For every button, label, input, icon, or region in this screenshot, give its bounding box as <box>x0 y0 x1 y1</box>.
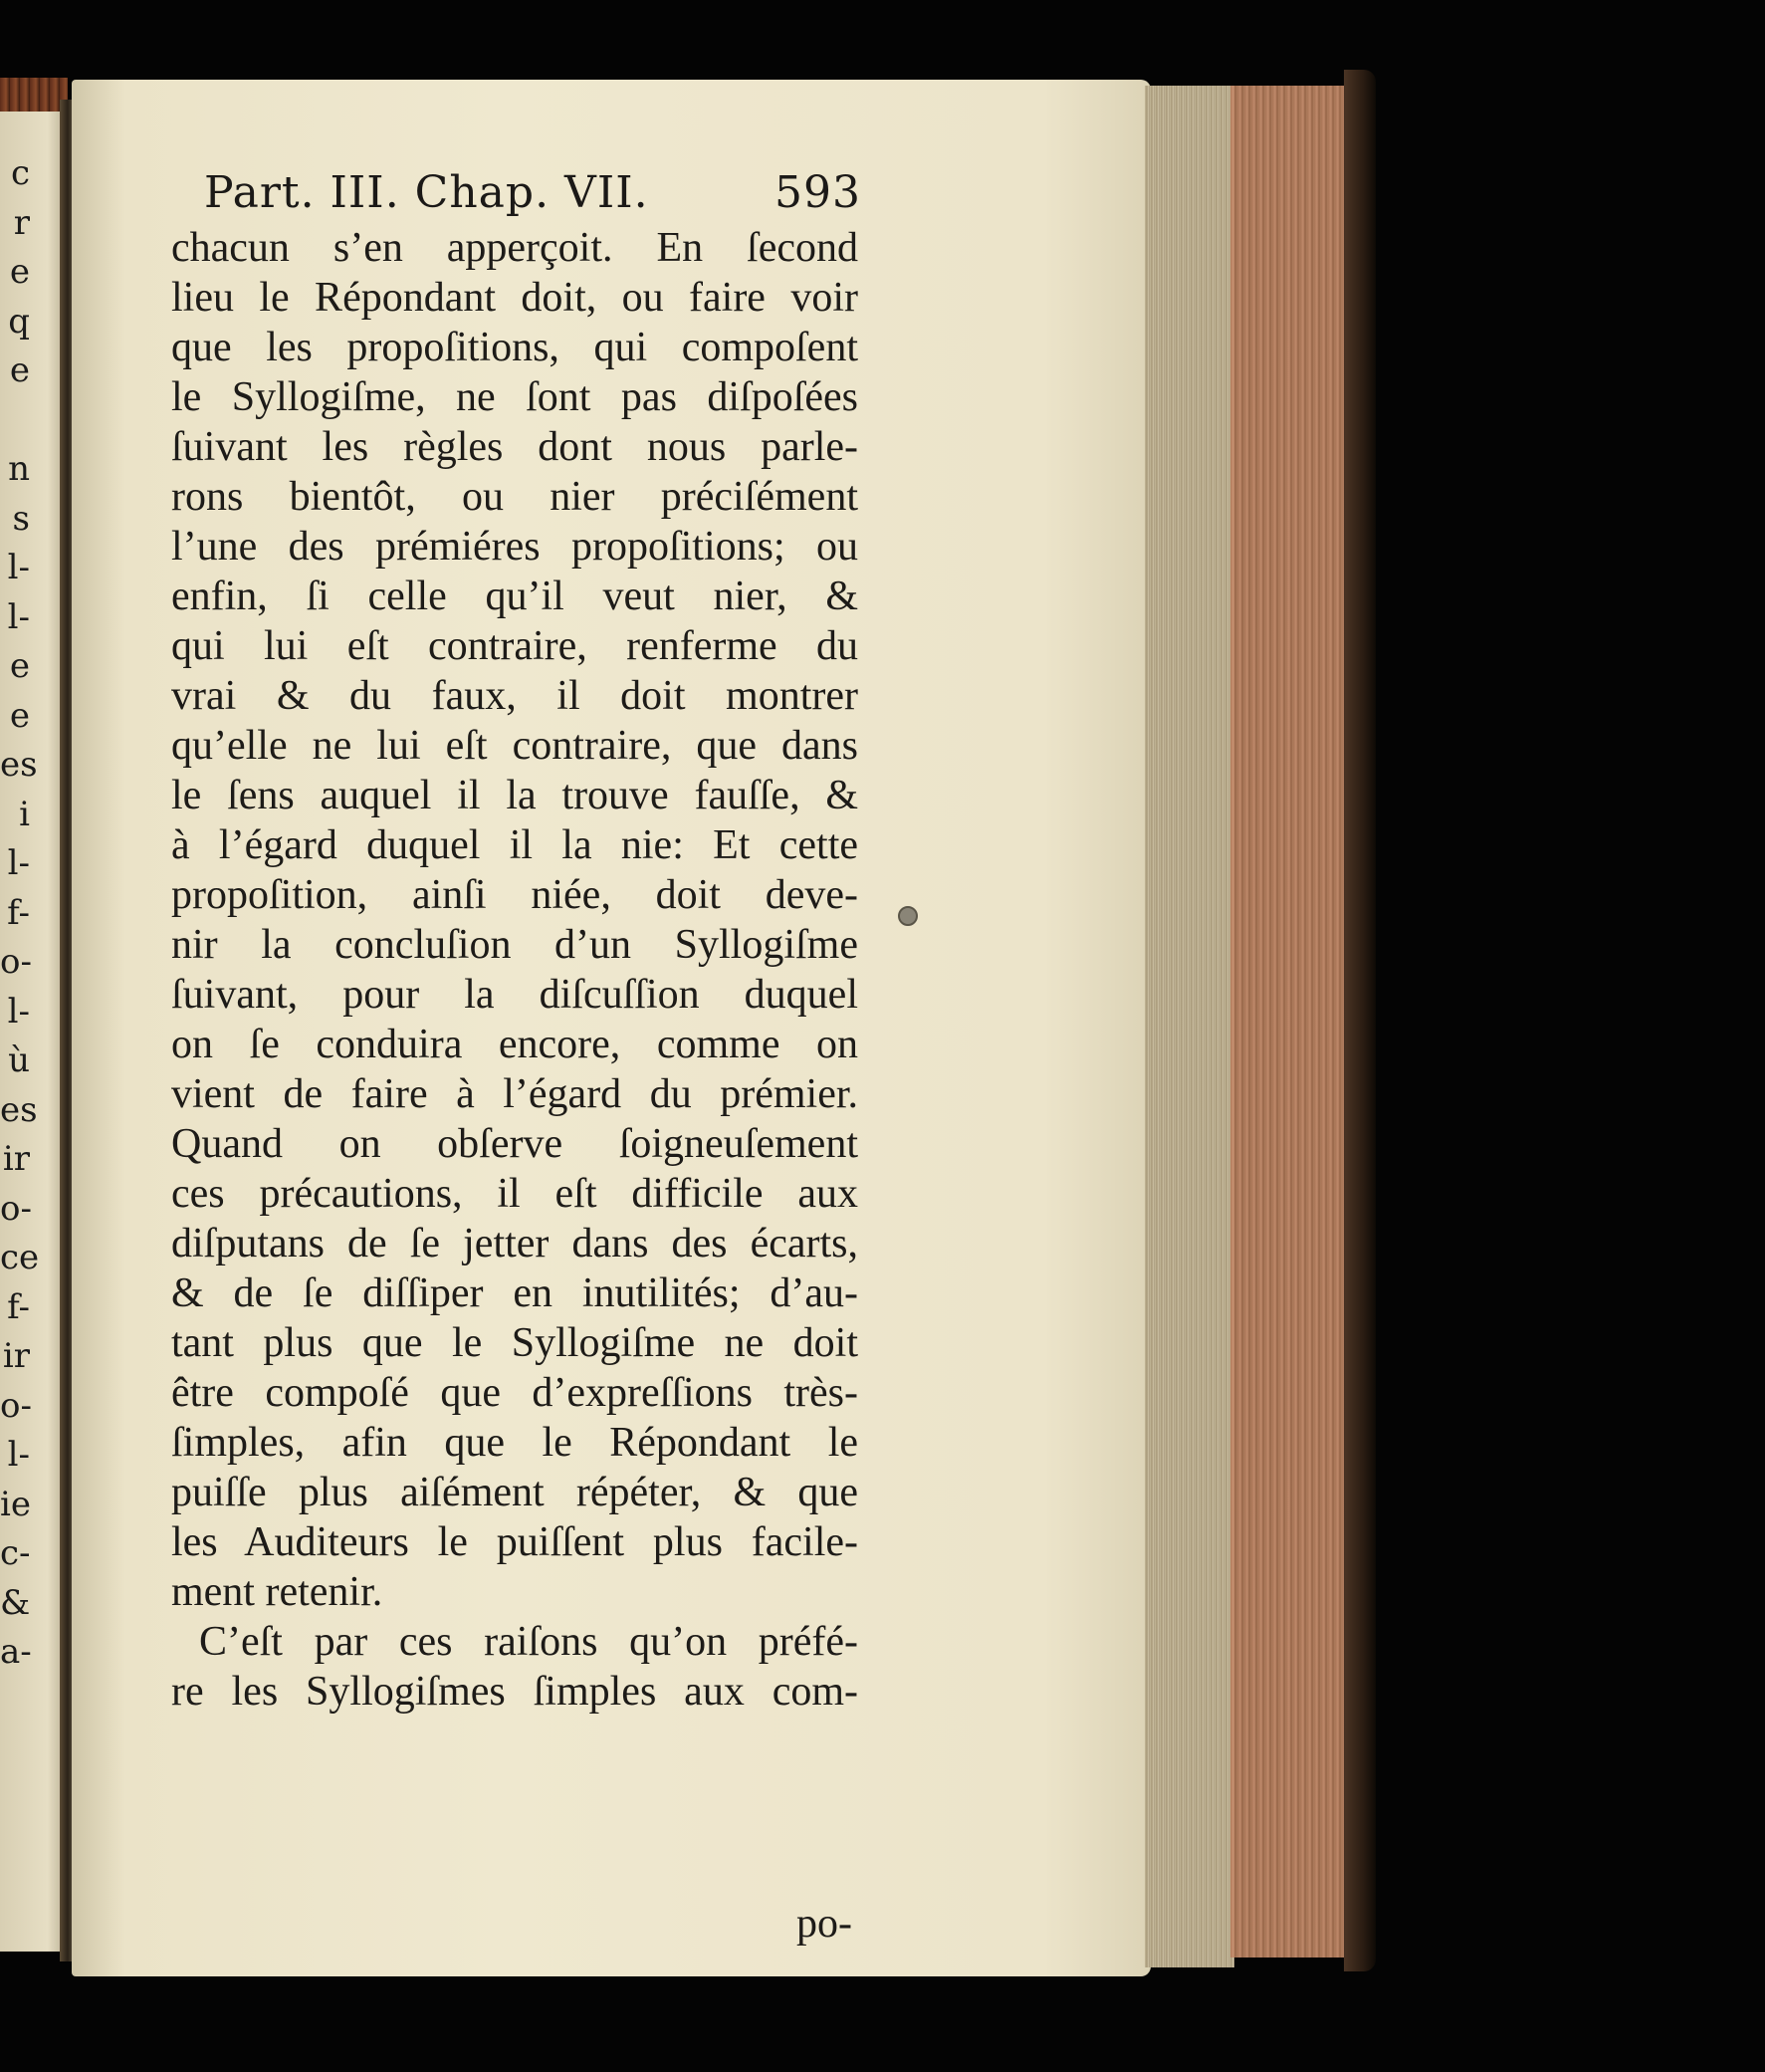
body-text <box>171 223 858 1717</box>
left-page-fragment: r <box>13 202 30 243</box>
left-page-fragment: l- <box>7 991 30 1032</box>
text-line: qu’elle ne lui eſt contraire, que dans <box>171 723 858 769</box>
text-line: & de ſe diſſiper en inutilités; d’au- <box>171 1270 858 1316</box>
text-block-edges <box>1230 86 1350 1957</box>
text-line: qui lui eſt contraire, renferme du <box>171 623 858 669</box>
text-line: que les propoſitions, qui compoſent <box>171 325 858 370</box>
left-page-fragment: e <box>9 646 30 686</box>
paper-hole <box>898 906 918 926</box>
text-line: ſimples, afin que le Répondant le <box>171 1420 858 1466</box>
running-head-title: Part. III. Chap. VII. <box>204 167 649 218</box>
text-line: ſuivant, pour la diſcuſſion duquel <box>171 972 858 1018</box>
text-line: ment retenir. <box>171 1569 383 1615</box>
text-line: diſputans de ſe jetter dans des écarts, <box>171 1221 858 1266</box>
left-page-fragment: l- <box>7 843 30 883</box>
left-page-fragment: o- <box>0 942 32 982</box>
left-page-fragment: q <box>8 301 30 342</box>
left-page-fragment: o- <box>0 1385 32 1426</box>
text-line: vient de faire à l’égard du prémier. <box>171 1071 858 1117</box>
left-page-fragment: c- <box>0 1533 31 1573</box>
text-line: le ſens auquel il la trouve fauſſe, & <box>171 773 858 818</box>
text-line: C’eſt par ces raiſons qu’on préfé- <box>199 1619 858 1665</box>
left-page-fragment: ir <box>2 1336 30 1376</box>
text-line: chacun s’en apperçoit. En ſecond <box>171 225 858 271</box>
left-page-fragment: e <box>9 695 30 736</box>
text-line: nir la concluſion d’un Syllogiſme <box>171 922 858 968</box>
left-page-fragment: es <box>0 745 38 785</box>
left-page-fragment: e <box>9 350 30 390</box>
headband <box>0 78 68 112</box>
text-line: à l’égard duquel il la nie: Et cette <box>171 822 858 868</box>
text-line: Quand on obſerve ſoigneuſement <box>171 1121 858 1167</box>
left-page-fragment: c <box>10 153 30 193</box>
text-line: rons bientôt, ou nier préciſément <box>171 474 858 520</box>
page-number: 593 <box>774 167 861 218</box>
text-line: puiſſe plus aiſément répéter, & que <box>171 1470 858 1515</box>
left-page-fragment: es <box>0 1089 38 1130</box>
catchword: po- <box>796 1901 852 1947</box>
left-page-fragment: ce <box>0 1238 40 1277</box>
text-line: ces précautions, il eſt difficile aux <box>171 1171 858 1217</box>
text-line: enfin, ſi celle qu’il veut nier, & <box>171 574 858 619</box>
left-page-fragment: f- <box>7 892 30 933</box>
text-line: lieu le Répondant doit, ou faire voir <box>171 275 858 321</box>
left-page-fragment: ù <box>8 1040 30 1080</box>
page-edges <box>1145 86 1234 1967</box>
left-page-fragment: s <box>12 498 30 539</box>
left-page-fragment: l- <box>7 1435 30 1475</box>
left-page-fragment <box>0 396 30 446</box>
text-line: on ſe conduira encore, comme on <box>171 1022 858 1067</box>
text-line: le Syllogiſme, ne ſont pas diſpoſées <box>171 374 858 420</box>
left-page-fragment: n <box>8 449 30 489</box>
left-page-fragment: i <box>19 794 30 834</box>
left-page-fragment: l- <box>7 596 30 637</box>
text-line: les Auditeurs le puiſſent plus facile- <box>171 1519 858 1565</box>
running-head <box>204 167 861 218</box>
left-page-fragment: e <box>9 252 30 292</box>
text-line: l’une des prémiéres propoſitions; ou <box>171 524 858 570</box>
text-line: être compoſé que d’expreſſions très- <box>171 1370 858 1416</box>
left-page-fragment: & <box>0 1582 31 1623</box>
text-line: propoſition, ainſi niée, doit deve- <box>171 872 858 918</box>
left-page-fragment: l- <box>7 548 30 587</box>
left-page-fragment: a- <box>0 1632 32 1672</box>
cover-edge <box>1344 70 1376 1971</box>
text-line: tant plus que le Syllogiſme ne doit <box>171 1320 858 1366</box>
left-page-fragment: ie <box>0 1484 31 1524</box>
left-page-fragment: o- <box>0 1188 32 1229</box>
left-page-fragment: ir <box>2 1139 30 1179</box>
text-line: vrai & du faux, il doit montrer <box>171 673 858 719</box>
text-line: ſuivant les règles dont nous parle- <box>171 424 858 470</box>
text-line: re les Syllogiſmes ſimples aux com- <box>171 1669 858 1715</box>
left-page-fragment: f- <box>7 1286 30 1327</box>
left-page-fragments <box>0 149 40 1678</box>
